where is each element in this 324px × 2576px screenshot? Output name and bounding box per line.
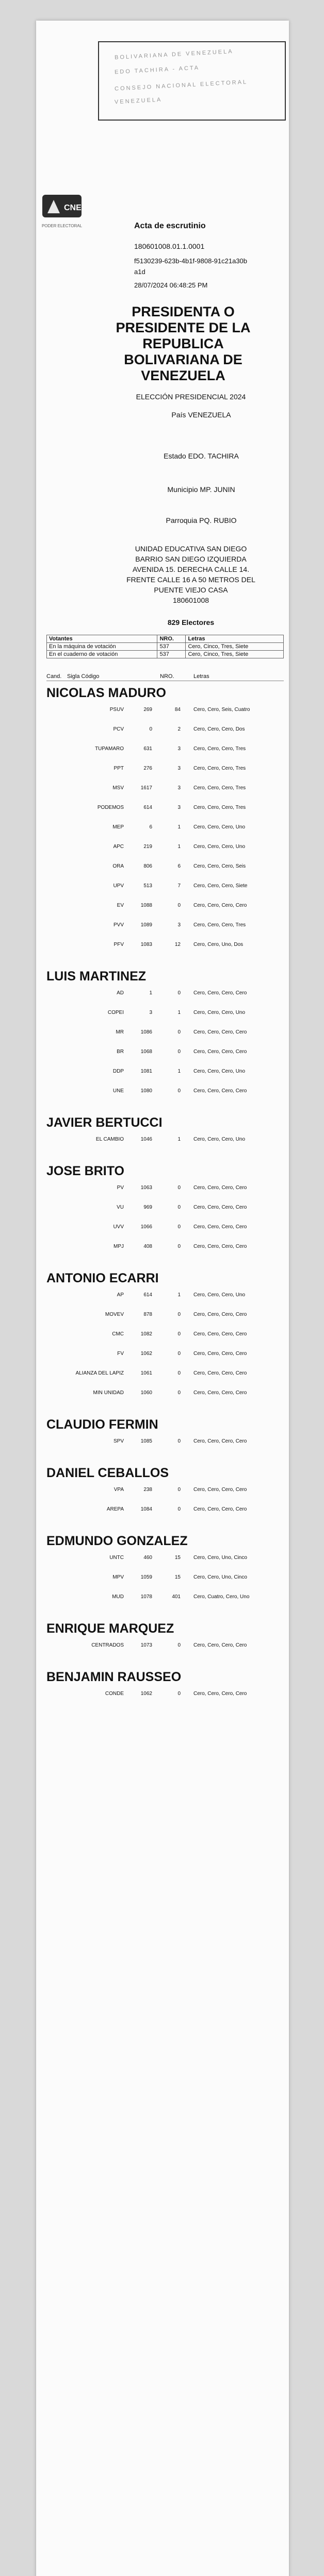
party-cell: 1083 bbox=[140, 942, 152, 947]
party-cell: Cero, Cero, Cero, Cero bbox=[193, 1370, 247, 1376]
party-row bbox=[46, 1130, 284, 1150]
party-cell: Cero, Cero, Cero, Uno bbox=[193, 1010, 246, 1015]
acta-datetime: 28/07/2024 06:48:25 PM bbox=[134, 281, 208, 289]
stamp-line: BOLIVARIANA DE VENEZUELA bbox=[114, 48, 234, 61]
main-title-line: BOLIVARIANA DE bbox=[124, 352, 242, 367]
party-row bbox=[46, 779, 284, 799]
party-row bbox=[46, 1062, 284, 1082]
party-cell: Cero, Cero, Cero, Cero bbox=[193, 1244, 247, 1249]
party-cell: PV bbox=[117, 1185, 124, 1191]
party-cell: Cero, Cero, Cero, Cero bbox=[193, 1438, 247, 1444]
centro-line: 180601008 bbox=[172, 596, 209, 604]
party-cell: 513 bbox=[143, 883, 152, 889]
votantes-header: NRO. bbox=[157, 635, 186, 643]
candidate-name: JAVIER BERTUCCI bbox=[46, 1115, 163, 1130]
party-cell: 1 bbox=[177, 1137, 181, 1142]
party-cell: 15 bbox=[174, 1555, 181, 1561]
candidate-name: ANTONIO ECARRI bbox=[46, 1271, 159, 1285]
centro-line: AVENIDA 15. DERECHA CALLE 14. bbox=[132, 565, 250, 573]
party-row bbox=[46, 838, 284, 857]
party-cell: 1080 bbox=[140, 1088, 152, 1094]
party-row bbox=[46, 984, 284, 1004]
party-cell: 1081 bbox=[140, 1069, 152, 1074]
party-cell: 84 bbox=[174, 707, 181, 713]
party-cell: Cero, Cero, Cero, Uno bbox=[193, 1292, 246, 1298]
party-cell: 631 bbox=[143, 746, 152, 752]
party-cell: 1060 bbox=[140, 1390, 152, 1396]
party-cell: PCV bbox=[113, 726, 124, 732]
party-row bbox=[46, 1432, 284, 1452]
party-cell: Cero, Cero, Cero, Tres bbox=[193, 785, 246, 791]
party-cell: AREPA bbox=[106, 1506, 124, 1512]
party-row bbox=[46, 1023, 284, 1043]
party-cell: MUD bbox=[112, 1594, 124, 1600]
party-cell: 1 bbox=[177, 1292, 181, 1298]
party-cell: 1082 bbox=[140, 1331, 152, 1337]
party-cell: Cero, Cero, Uno, Cinco bbox=[193, 1574, 247, 1580]
cand-header-siglas: Sigla Código bbox=[67, 673, 100, 680]
acta-receipt bbox=[36, 21, 289, 2576]
party-cell: 1063 bbox=[140, 1185, 152, 1191]
candidate-block bbox=[46, 685, 284, 955]
candidate-name: ENRIQUE MARQUEZ bbox=[46, 1621, 174, 1636]
party-cell: PSUV bbox=[109, 707, 124, 713]
party-row bbox=[46, 1568, 284, 1588]
party-cell: Cero, Cero, Cero, Cero bbox=[193, 1185, 247, 1191]
party-row bbox=[46, 1588, 284, 1607]
stamp-line: CONSEJO NACIONAL ELECTORAL bbox=[114, 79, 248, 92]
main-title-line: VENEZUELA bbox=[141, 368, 225, 383]
party-cell: 0 bbox=[177, 1312, 181, 1317]
stamp-line: EDO TACHIRA - ACTA bbox=[114, 64, 200, 76]
party-cell: 969 bbox=[143, 1205, 152, 1210]
party-cell: 12 bbox=[174, 942, 181, 947]
party-cell: APC bbox=[113, 844, 124, 850]
party-row bbox=[46, 896, 284, 916]
party-row bbox=[46, 916, 284, 936]
party-row bbox=[46, 720, 284, 740]
party-cell: Cero, Cero, Cero, Cero bbox=[193, 990, 247, 996]
logo-text: CNE bbox=[64, 204, 82, 212]
party-cell: 1085 bbox=[140, 1438, 152, 1444]
party-cell: 276 bbox=[143, 766, 152, 771]
party-cell: Cero, Cero, Cero, Cero bbox=[193, 1390, 247, 1396]
party-cell: Cero, Cero, Cero, Siete bbox=[193, 883, 248, 889]
pais: País VENEZUELA bbox=[171, 411, 231, 419]
party-cell: Cero, Cero, Cero, Cero bbox=[193, 1351, 247, 1357]
candidate-name: DANIEL CEBALLOS bbox=[46, 1466, 169, 1480]
party-cell: 15 bbox=[174, 1574, 181, 1580]
table-row bbox=[47, 643, 284, 651]
party-cell: Cero, Cero, Seis, Cuatro bbox=[193, 707, 250, 713]
party-cell: TUPAMARO bbox=[95, 746, 124, 752]
party-row bbox=[46, 1082, 284, 1101]
party-cell: 0 bbox=[177, 1185, 181, 1191]
party-cell: 0 bbox=[177, 1506, 181, 1512]
party-cell: Cero, Cero, Cero, Cero bbox=[193, 1691, 247, 1697]
party-row bbox=[46, 1004, 284, 1023]
party-cell: MSV bbox=[112, 785, 124, 791]
centro-line: UNIDAD EDUCATIVA SAN DIEGO bbox=[135, 545, 247, 553]
party-cell: 0 bbox=[177, 1351, 181, 1357]
candidate-block bbox=[46, 1533, 284, 1607]
votantes-header: Letras bbox=[186, 635, 284, 643]
acta-title: Acta de escrutinio bbox=[134, 222, 206, 230]
candidate-name: CLAUDIO FERMIN bbox=[46, 1417, 158, 1432]
party-row bbox=[46, 1286, 284, 1306]
centro-line: BARRIO SAN DIEGO IZQUIERDA bbox=[135, 555, 247, 563]
party-row bbox=[46, 877, 284, 896]
party-cell: 878 bbox=[143, 1312, 152, 1317]
party-row bbox=[46, 1364, 284, 1384]
party-cell: 1086 bbox=[140, 1029, 152, 1035]
party-cell: 1068 bbox=[140, 1049, 152, 1055]
party-cell: EV bbox=[117, 903, 124, 908]
party-cell: 3 bbox=[177, 922, 181, 928]
acta-code: 180601008.01.1.0001 bbox=[134, 242, 205, 250]
party-cell: Cero, Cero, Cero, Uno bbox=[193, 1069, 246, 1074]
party-cell: 6 bbox=[149, 824, 152, 830]
party-cell: 1066 bbox=[140, 1224, 152, 1230]
votantes-header: Votantes bbox=[47, 635, 157, 643]
table-cell: Cero, Cinco, Tres, Siete bbox=[186, 651, 284, 658]
party-cell: 1088 bbox=[140, 903, 152, 908]
party-row bbox=[46, 1636, 284, 1656]
candidate-name: BENJAMIN RAUSSEO bbox=[46, 1670, 182, 1684]
party-cell: Cero, Cero, Cero, Cero bbox=[193, 1224, 247, 1230]
party-cell: Cero, Cero, Cero, Cero bbox=[193, 1642, 247, 1648]
estado: Estado EDO. TACHIRA bbox=[164, 452, 239, 460]
party-cell: Cero, Cero, Cero, Cero bbox=[193, 1506, 247, 1512]
party-cell: EL CAMBIO bbox=[95, 1137, 124, 1142]
party-cell: 1 bbox=[177, 844, 181, 850]
centro-votacion bbox=[98, 544, 284, 605]
party-cell: 3 bbox=[149, 1010, 152, 1015]
candidate-block bbox=[46, 969, 284, 1101]
party-cell: 1059 bbox=[140, 1574, 152, 1580]
party-cell: COPEI bbox=[107, 1010, 124, 1015]
party-cell: 1073 bbox=[140, 1642, 152, 1648]
party-cell: PODEMOS bbox=[97, 805, 124, 810]
party-cell: 0 bbox=[177, 1224, 181, 1230]
cne-logo bbox=[41, 191, 83, 222]
party-cell: Cero, Cero, Cero, Cero bbox=[193, 1088, 247, 1094]
municipio: Municipio MP. JUNIN bbox=[167, 485, 235, 494]
cand-header-nro: NRO. bbox=[160, 673, 174, 680]
parroquia: Parroquia PQ. RUBIO bbox=[166, 516, 237, 524]
party-row bbox=[46, 1218, 284, 1238]
party-cell: Cero, Cuatro, Cero, Uno bbox=[193, 1594, 250, 1600]
party-cell: 0 bbox=[177, 1487, 181, 1493]
party-cell: 0 bbox=[177, 1029, 181, 1035]
party-cell: AP bbox=[117, 1292, 124, 1298]
party-row bbox=[46, 701, 284, 720]
party-cell: 0 bbox=[177, 1331, 181, 1337]
party-cell: DDP bbox=[112, 1069, 124, 1074]
party-row bbox=[46, 857, 284, 877]
party-row bbox=[46, 1238, 284, 1257]
party-cell: 0 bbox=[177, 1205, 181, 1210]
party-cell: 806 bbox=[143, 863, 152, 869]
party-cell: 0 bbox=[177, 1691, 181, 1697]
party-row bbox=[46, 1384, 284, 1403]
party-cell: MOVEV bbox=[105, 1312, 124, 1317]
party-cell: 0 bbox=[177, 990, 181, 996]
party-cell: 460 bbox=[143, 1555, 152, 1561]
party-cell: SPV bbox=[113, 1438, 124, 1444]
party-cell: Cero, Cero, Cero, Cero bbox=[193, 1331, 247, 1337]
party-cell: MR bbox=[116, 1029, 124, 1035]
party-cell: FV bbox=[117, 1351, 124, 1357]
table-cell: 537 bbox=[157, 651, 186, 658]
party-cell: Cero, Cero, Cero, Cero bbox=[193, 1312, 247, 1317]
cand-header-org: Cand. bbox=[46, 673, 62, 680]
party-cell: 1 bbox=[177, 824, 181, 830]
party-row bbox=[46, 1306, 284, 1325]
party-cell: Cero, Cero, Cero, Tres bbox=[193, 766, 246, 771]
party-row bbox=[46, 936, 284, 955]
main-title-line: PRESIDENTA O bbox=[132, 304, 235, 319]
party-cell: Cero, Cero, Cero, Uno bbox=[193, 844, 246, 850]
candidate-block bbox=[46, 1270, 284, 1403]
main-title bbox=[88, 304, 279, 384]
candidate-name: LUIS MARTINEZ bbox=[46, 969, 147, 984]
table-cell: En el cuaderno de votación bbox=[47, 651, 157, 658]
party-row bbox=[46, 1198, 284, 1218]
table-cell: Cero, Cinco, Tres, Siete bbox=[186, 643, 284, 651]
party-cell: 0 bbox=[177, 1370, 181, 1376]
party-cell: 1 bbox=[149, 990, 152, 996]
party-cell: 238 bbox=[143, 1487, 152, 1493]
candidate-name: EDMUNDO GONZALEZ bbox=[46, 1534, 188, 1548]
candidate-block bbox=[46, 1115, 284, 1150]
party-cell: Cero, Cero, Cero, Uno bbox=[193, 824, 246, 830]
party-cell: CONDE bbox=[105, 1691, 124, 1697]
party-cell: PVV bbox=[113, 922, 124, 928]
party-cell: UNE bbox=[112, 1088, 124, 1094]
party-cell: 219 bbox=[143, 844, 152, 850]
party-cell: 1084 bbox=[140, 1506, 152, 1512]
party-row bbox=[46, 1043, 284, 1062]
candidate-block bbox=[46, 1163, 284, 1257]
party-cell: ORA bbox=[112, 863, 124, 869]
party-cell: MEP bbox=[112, 824, 124, 830]
party-cell: Cero, Cero, Uno, Cinco bbox=[193, 1555, 247, 1561]
party-row bbox=[46, 740, 284, 759]
party-row bbox=[46, 759, 284, 779]
party-cell: 0 bbox=[177, 1049, 181, 1055]
party-cell: 0 bbox=[177, 1390, 181, 1396]
party-cell: 0 bbox=[149, 726, 152, 732]
party-cell: MIN UNIDAD bbox=[93, 1390, 124, 1396]
party-cell: 1062 bbox=[140, 1351, 152, 1357]
party-cell: 401 bbox=[172, 1594, 181, 1600]
candidate-name: JOSE BRITO bbox=[46, 1164, 124, 1178]
candidate-block bbox=[46, 1417, 284, 1452]
main-title-line: REPUBLICA bbox=[142, 336, 224, 351]
party-row bbox=[46, 1549, 284, 1568]
party-cell: 3 bbox=[177, 746, 181, 752]
party-cell: CMC bbox=[112, 1331, 124, 1337]
party-row bbox=[46, 799, 284, 818]
party-cell: 614 bbox=[143, 1292, 152, 1298]
party-cell: Cero, Cero, Cero, Cero bbox=[193, 1205, 247, 1210]
party-cell: Cero, Cero, Cero, Uno bbox=[193, 1137, 246, 1142]
electores-count: 829 Electores bbox=[167, 618, 215, 626]
party-row bbox=[46, 1500, 284, 1520]
party-cell: MPJ bbox=[114, 1244, 124, 1249]
election-name: ELECCIÓN PRESIDENCIAL 2024 bbox=[136, 393, 246, 401]
votantes-table bbox=[46, 635, 284, 658]
party-cell: 3 bbox=[177, 766, 181, 771]
table-cell: En la máquina de votación bbox=[47, 643, 157, 651]
party-cell: Cero, Cero, Cero, Dos bbox=[193, 726, 245, 732]
party-cell: 0 bbox=[177, 1088, 181, 1094]
party-cell: MPV bbox=[112, 1574, 124, 1580]
party-cell: PPT bbox=[114, 766, 124, 771]
party-cell: 1062 bbox=[140, 1691, 152, 1697]
party-cell: 269 bbox=[143, 707, 152, 713]
candidates-header bbox=[46, 673, 284, 681]
party-cell: 1046 bbox=[140, 1137, 152, 1142]
party-cell: Cero, Cero, Cero, Cero bbox=[193, 903, 247, 908]
party-cell: BR bbox=[117, 1049, 124, 1055]
stamp-box bbox=[98, 41, 286, 121]
party-cell: VPA bbox=[114, 1487, 124, 1493]
party-cell: Cero, Cero, Cero, Tres bbox=[193, 922, 246, 928]
party-cell: Cero, Cero, Cero, Tres bbox=[193, 746, 246, 752]
party-cell: 0 bbox=[177, 903, 181, 908]
table-cell: 537 bbox=[157, 643, 186, 651]
party-cell: UPV bbox=[113, 883, 124, 889]
party-row bbox=[46, 1325, 284, 1345]
party-cell: Cero, Cero, Cero, Cero bbox=[193, 1487, 247, 1493]
party-row bbox=[46, 1685, 284, 1704]
party-cell: Cero, Cero, Cero, Seis bbox=[193, 863, 246, 869]
party-cell: UNTC bbox=[109, 1555, 124, 1561]
party-cell: VU bbox=[117, 1205, 124, 1210]
party-cell: 0 bbox=[177, 1244, 181, 1249]
party-cell: 2 bbox=[177, 726, 181, 732]
party-cell: PFV bbox=[114, 942, 124, 947]
party-cell: 1 bbox=[177, 1010, 181, 1015]
party-cell: 6 bbox=[177, 863, 181, 869]
party-cell: 7 bbox=[177, 883, 181, 889]
centro-line: PUENTE VIEJO CASA bbox=[154, 586, 228, 594]
centro-line: FRENTE CALLE 16 A 50 METROS DEL bbox=[126, 575, 255, 584]
logo-caption: PODER ELECTORAL bbox=[41, 224, 83, 228]
party-row bbox=[46, 1179, 284, 1198]
candidate-block bbox=[46, 1465, 284, 1520]
party-row bbox=[46, 1345, 284, 1364]
party-cell: UVV bbox=[113, 1224, 124, 1230]
main-title-line: PRESIDENTE DE LA bbox=[116, 320, 251, 335]
party-cell: 1 bbox=[177, 1069, 181, 1074]
party-cell: 1061 bbox=[140, 1370, 152, 1376]
party-cell: Cero, Cero, Cero, Tres bbox=[193, 805, 246, 810]
party-cell: 1078 bbox=[140, 1594, 152, 1600]
table-row bbox=[47, 651, 284, 658]
party-cell: Cero, Cero, Cero, Cero bbox=[193, 1049, 247, 1055]
party-cell: ALIANZA DEL LAPIZ bbox=[75, 1370, 124, 1376]
party-cell: Cero, Cero, Cero, Cero bbox=[193, 1029, 247, 1035]
cand-header-letras: Letras bbox=[193, 673, 209, 680]
party-cell: 1089 bbox=[140, 922, 152, 928]
party-row bbox=[46, 818, 284, 838]
acta-hash: f5130239-623b-4b1f-9808-91c21a30ba1d bbox=[134, 257, 248, 276]
party-cell: 408 bbox=[143, 1244, 152, 1249]
party-cell: 0 bbox=[177, 1642, 181, 1648]
party-row bbox=[46, 1481, 284, 1500]
stamp-line: VENEZUELA bbox=[114, 96, 163, 106]
party-cell: 3 bbox=[177, 785, 181, 791]
party-cell: 0 bbox=[177, 1438, 181, 1444]
party-cell: 1617 bbox=[140, 785, 152, 791]
party-cell: 614 bbox=[143, 805, 152, 810]
candidate-name: NICOLAS MADURO bbox=[46, 686, 166, 700]
party-cell: Cero, Cero, Uno, Dos bbox=[193, 942, 244, 947]
candidate-block bbox=[46, 1621, 284, 1656]
candidate-block bbox=[46, 1669, 284, 1704]
party-cell: CENTRADOS bbox=[91, 1642, 124, 1648]
party-cell: 3 bbox=[177, 805, 181, 810]
party-cell: AD bbox=[117, 990, 124, 996]
